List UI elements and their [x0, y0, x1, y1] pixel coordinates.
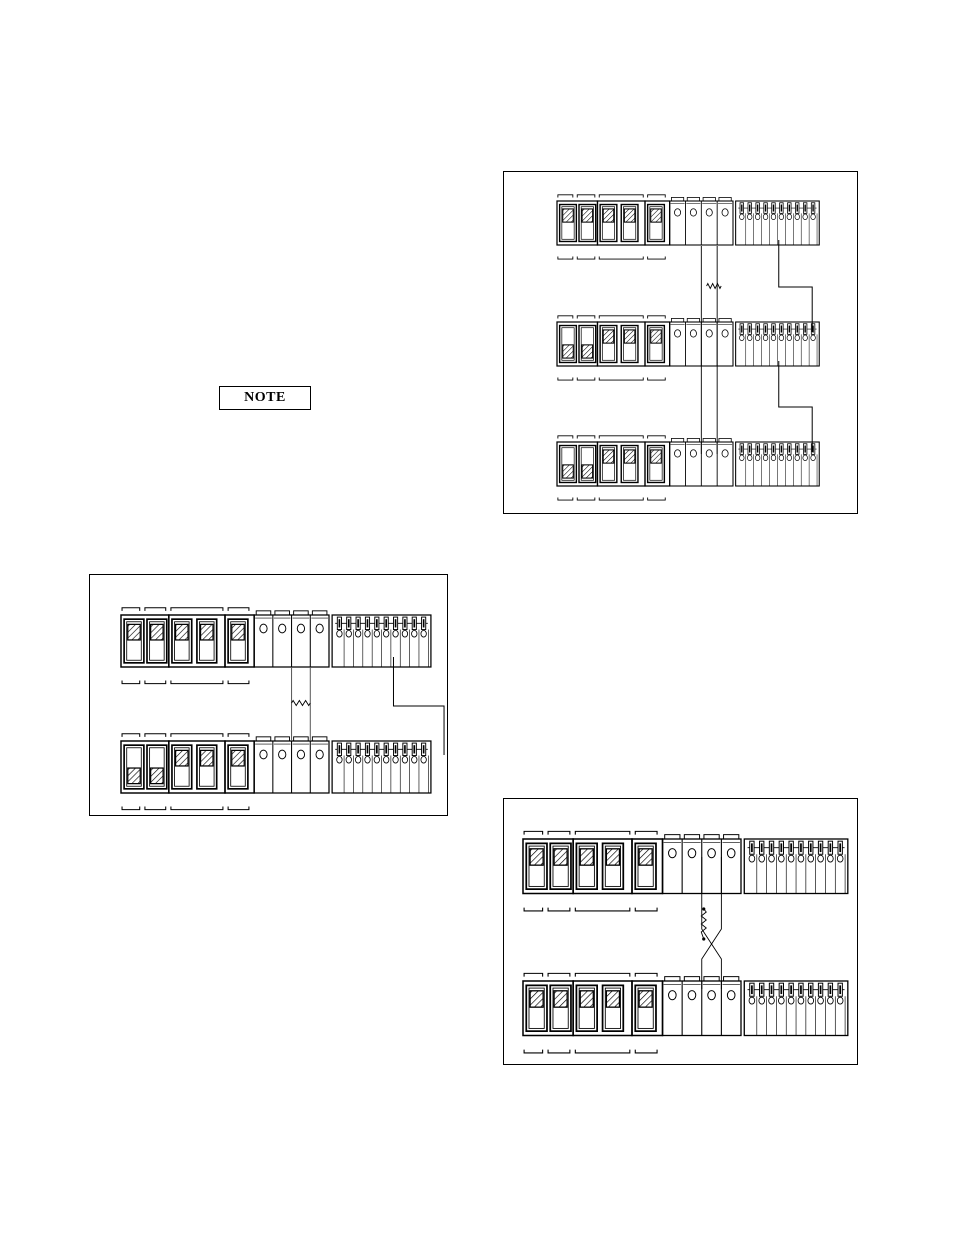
dip-switch-3 — [600, 326, 617, 363]
connector-pin-5 — [374, 743, 381, 793]
dip-switch-1 — [124, 745, 144, 789]
connector-pin-3 — [755, 324, 761, 366]
switch-actuator — [624, 209, 635, 222]
connector-pin-3 — [355, 743, 362, 793]
bracket-line — [577, 497, 595, 500]
bracket-line — [577, 436, 595, 439]
bracket-line — [577, 316, 595, 319]
connector-pin-6 — [779, 324, 785, 366]
terminal-unit-1 — [557, 195, 819, 259]
connector-pin-8 — [402, 743, 409, 793]
bracket-line — [599, 316, 643, 319]
dip-switch-1 — [526, 985, 547, 1031]
connector-pin-9 — [828, 983, 836, 1035]
switch-actuator — [128, 768, 140, 784]
connector-pin-1 — [740, 444, 746, 486]
dip-switch-2 — [147, 745, 167, 789]
bracket-line — [145, 807, 166, 810]
dip-switch-5 — [648, 446, 665, 483]
switch-actuator — [624, 330, 635, 343]
screw-terminal-2 — [273, 611, 291, 667]
connector-pin-2 — [759, 841, 767, 893]
switch-actuator — [651, 330, 662, 343]
bracket-line — [524, 1050, 543, 1053]
connector-pin-7 — [787, 324, 793, 366]
screw-terminal-1 — [663, 977, 682, 1036]
connector-pin-9 — [803, 324, 809, 366]
bracket-line — [524, 908, 543, 911]
bracket-line — [228, 681, 249, 684]
screw-terminal-1 — [670, 318, 685, 366]
crossover-wires — [702, 857, 722, 989]
dip-switch-4 — [197, 619, 217, 663]
dip-switch-2 — [579, 446, 596, 483]
diagram-svg — [504, 799, 859, 1066]
bracket-line — [635, 831, 657, 834]
bracket-line — [558, 316, 573, 319]
diagram-svg — [90, 575, 449, 817]
dip-switch-4 — [197, 745, 217, 789]
dip-switch-3 — [600, 205, 617, 242]
bracket-line — [548, 831, 570, 834]
note-heading — [219, 386, 311, 410]
switch-actuator — [176, 750, 188, 766]
bracket-line — [577, 256, 595, 259]
connector-pin-3 — [355, 617, 362, 667]
switch-actuator — [580, 849, 593, 865]
dip-switch-4 — [621, 205, 638, 242]
connector-pin-5 — [771, 324, 777, 366]
connector-pin-4 — [763, 444, 769, 486]
connector-pin-3 — [769, 983, 777, 1035]
switch-actuator — [639, 991, 652, 1007]
dip-switch-2 — [550, 985, 571, 1031]
connector-pin-9 — [412, 743, 419, 793]
bracket-line — [145, 681, 166, 684]
bracket-line — [122, 734, 140, 737]
termination-resistor — [707, 284, 722, 289]
bracket-line — [648, 497, 666, 500]
bracket-line — [575, 973, 630, 976]
screw-terminal-3 — [292, 611, 310, 667]
connector-pin-5 — [374, 617, 381, 667]
terminal-wires — [701, 246, 717, 454]
connector-pin-10 — [837, 983, 845, 1035]
bracket-line — [558, 436, 573, 439]
connector-pin-8 — [795, 324, 801, 366]
switch-actuator — [603, 330, 614, 343]
connector-pin-8 — [818, 983, 826, 1035]
dip-switch-3 — [172, 619, 192, 663]
connector-pin-9 — [412, 617, 419, 667]
connector-pin-6 — [779, 444, 785, 486]
bracket-line — [548, 973, 570, 976]
screw-terminal-4 — [310, 611, 328, 667]
bracket-line — [171, 681, 223, 684]
dip-switch-2 — [147, 619, 167, 663]
bracket-line — [648, 195, 666, 198]
screw-terminal-2 — [682, 835, 701, 894]
bracket-line — [122, 681, 140, 684]
connector-pin-8 — [795, 203, 801, 245]
connector-pin-6 — [798, 983, 806, 1035]
connector-pin-1 — [749, 841, 757, 893]
terminal-unit-2 — [121, 734, 431, 810]
connector-pin-4 — [365, 743, 372, 793]
switch-actuator — [603, 209, 614, 222]
connector-pin-8 — [402, 617, 409, 667]
note-label: NOTE — [244, 390, 286, 405]
connector-pin-5 — [788, 841, 796, 893]
bracket-line — [171, 807, 223, 810]
connector-pin-9 — [803, 203, 809, 245]
bracket-line — [558, 377, 573, 380]
terminal-unit-1 — [523, 831, 848, 911]
bracket-line — [575, 1050, 630, 1053]
bracket-line — [122, 807, 140, 810]
dip-switch-3 — [576, 985, 597, 1031]
connector-pin-3 — [755, 203, 761, 245]
wiring-diagram-three-units — [503, 171, 858, 514]
bracket-line — [648, 256, 666, 259]
bracket-line — [575, 908, 630, 911]
screw-terminal-2 — [685, 438, 700, 486]
switch-actuator — [651, 450, 662, 463]
switch-actuator — [176, 624, 188, 640]
bracket-line — [558, 195, 573, 198]
bracket-line — [228, 734, 249, 737]
connector-pin-2 — [759, 983, 767, 1035]
bracket-line — [171, 608, 223, 611]
screw-terminal-3 — [292, 737, 310, 793]
connector-pin-4 — [365, 617, 372, 667]
dip-switch-1 — [560, 205, 577, 242]
connector-pin-4 — [778, 983, 786, 1035]
bracket-line — [228, 608, 249, 611]
connector-pin-1 — [740, 203, 746, 245]
bracket-line — [228, 807, 249, 810]
connector-pin-8 — [818, 841, 826, 893]
bracket-line — [599, 256, 643, 259]
dip-switch-5 — [648, 326, 665, 363]
dip-switch-3 — [600, 446, 617, 483]
dip-switch-1 — [560, 446, 577, 483]
screw-terminal-1 — [254, 611, 272, 667]
connector-pin-7 — [787, 444, 793, 486]
screw-terminal-2 — [685, 197, 700, 245]
dip-switch-5 — [648, 205, 665, 242]
relay-link-wire — [393, 657, 444, 755]
screw-terminal-3 — [702, 977, 721, 1036]
bracket-line — [577, 195, 595, 198]
connector-pin-6 — [383, 743, 390, 793]
screw-terminal-2 — [682, 977, 701, 1036]
screw-terminal-4 — [717, 197, 732, 245]
connector-pin-1 — [337, 617, 344, 667]
screw-terminal-3 — [701, 197, 716, 245]
dip-switch-3 — [172, 745, 192, 789]
bracket-line — [648, 377, 666, 380]
dip-switch-5 — [228, 745, 248, 789]
screw-terminal-4 — [717, 318, 732, 366]
wiring-diagram-crossover — [503, 798, 858, 1065]
dip-switch-2 — [550, 843, 571, 889]
switch-actuator — [651, 209, 662, 222]
switch-actuator — [530, 849, 543, 865]
connector-pin-7 — [808, 841, 816, 893]
screw-terminal-3 — [701, 318, 716, 366]
bracket-line — [548, 1050, 570, 1053]
connector-pin-2 — [346, 617, 353, 667]
switch-actuator — [563, 465, 574, 478]
diagram-svg — [504, 172, 859, 515]
connector-pin-8 — [795, 444, 801, 486]
connector-pin-4 — [778, 841, 786, 893]
screw-terminal-1 — [254, 737, 272, 793]
screw-terminal-4 — [310, 737, 328, 793]
bracket-line — [558, 497, 573, 500]
switch-actuator — [530, 991, 543, 1007]
bracket-line — [635, 973, 657, 976]
screw-terminal-1 — [670, 438, 685, 486]
switch-actuator — [563, 345, 574, 358]
bracket-line — [171, 734, 223, 737]
dip-switch-2 — [579, 326, 596, 363]
connector-pin-6 — [383, 617, 390, 667]
switch-actuator — [232, 624, 244, 640]
switch-actuator — [201, 624, 213, 640]
connector-pin-10 — [837, 841, 845, 893]
switch-actuator — [582, 345, 593, 358]
connector-pin-2 — [747, 444, 753, 486]
dip-switch-5 — [635, 985, 656, 1031]
screw-terminal-3 — [701, 438, 716, 486]
termination-resistor — [292, 701, 311, 706]
bracket-line — [548, 908, 570, 911]
bracket-line — [599, 377, 643, 380]
connector-pin-7 — [787, 203, 793, 245]
bracket-line — [145, 734, 166, 737]
connector-pin-7 — [808, 983, 816, 1035]
dip-switch-5 — [228, 619, 248, 663]
connector-pin-4 — [763, 324, 769, 366]
connector-pin-5 — [788, 983, 796, 1035]
switch-actuator — [582, 465, 593, 478]
bracket-line — [145, 608, 166, 611]
screw-terminal-4 — [721, 835, 740, 894]
dip-switch-5 — [635, 843, 656, 889]
connector-pin-9 — [803, 444, 809, 486]
connector-pin-5 — [771, 444, 777, 486]
bracket-line — [575, 831, 630, 834]
bracket-line — [599, 497, 643, 500]
connector-pin-5 — [771, 203, 777, 245]
switch-actuator — [582, 209, 593, 222]
connector-pin-9 — [828, 841, 836, 893]
connector-pin-1 — [749, 983, 757, 1035]
connector-pin-2 — [747, 324, 753, 366]
terminal-unit-2 — [557, 316, 819, 380]
switch-actuator — [201, 750, 213, 766]
connector-pin-6 — [798, 841, 806, 893]
dip-switch-4 — [603, 985, 624, 1031]
connector-pin-10 — [421, 743, 428, 793]
dip-switch-4 — [621, 326, 638, 363]
connector-pin-1 — [740, 324, 746, 366]
dip-switch-1 — [560, 326, 577, 363]
bracket-line — [599, 195, 643, 198]
connector-pin-2 — [747, 203, 753, 245]
bracket-line — [524, 831, 543, 834]
dip-switch-2 — [579, 205, 596, 242]
terminal-unit-2 — [523, 973, 848, 1053]
bracket-line — [524, 973, 543, 976]
switch-actuator — [232, 750, 244, 766]
screw-terminal-2 — [685, 318, 700, 366]
connector-pin-10 — [811, 203, 817, 245]
connector-pin-2 — [346, 743, 353, 793]
screw-terminal-4 — [717, 438, 732, 486]
wiring-diagram-two-units — [89, 574, 448, 816]
bracket-line — [599, 436, 643, 439]
switch-actuator — [128, 624, 140, 640]
connector-pin-4 — [763, 203, 769, 245]
bracket-line — [648, 316, 666, 319]
connector-pin-3 — [769, 841, 777, 893]
switch-actuator — [624, 450, 635, 463]
bracket-line — [577, 377, 595, 380]
switch-actuator — [606, 991, 619, 1007]
screw-terminal-3 — [702, 835, 721, 894]
switch-actuator — [639, 849, 652, 865]
dip-switch-3 — [576, 843, 597, 889]
switch-actuator — [603, 450, 614, 463]
connector-pin-1 — [337, 743, 344, 793]
switch-actuator — [606, 849, 619, 865]
screw-terminal-4 — [721, 977, 740, 1036]
switch-actuator — [563, 209, 574, 222]
terminal-unit-3 — [557, 436, 819, 500]
connector-pin-3 — [755, 444, 761, 486]
dip-switch-1 — [124, 619, 144, 663]
connector-pin-7 — [393, 743, 400, 793]
relay-link-wire — [779, 240, 812, 452]
bracket-line — [635, 1050, 657, 1053]
switch-actuator — [151, 624, 163, 640]
dip-switch-1 — [526, 843, 547, 889]
dip-switch-4 — [603, 843, 624, 889]
dip-switch-4 — [621, 446, 638, 483]
connector-pin-10 — [421, 617, 428, 667]
bracket-line — [122, 608, 140, 611]
screw-terminal-1 — [663, 835, 682, 894]
terminal-unit-1 — [121, 608, 431, 684]
switch-actuator — [151, 768, 163, 784]
bracket-line — [635, 908, 657, 911]
switch-actuator — [554, 991, 567, 1007]
screw-terminal-1 — [670, 197, 685, 245]
bracket-line — [648, 436, 666, 439]
switch-actuator — [580, 991, 593, 1007]
screw-terminal-2 — [273, 737, 291, 793]
connector-pin-6 — [779, 203, 785, 245]
bracket-line — [558, 256, 573, 259]
switch-actuator — [554, 849, 567, 865]
